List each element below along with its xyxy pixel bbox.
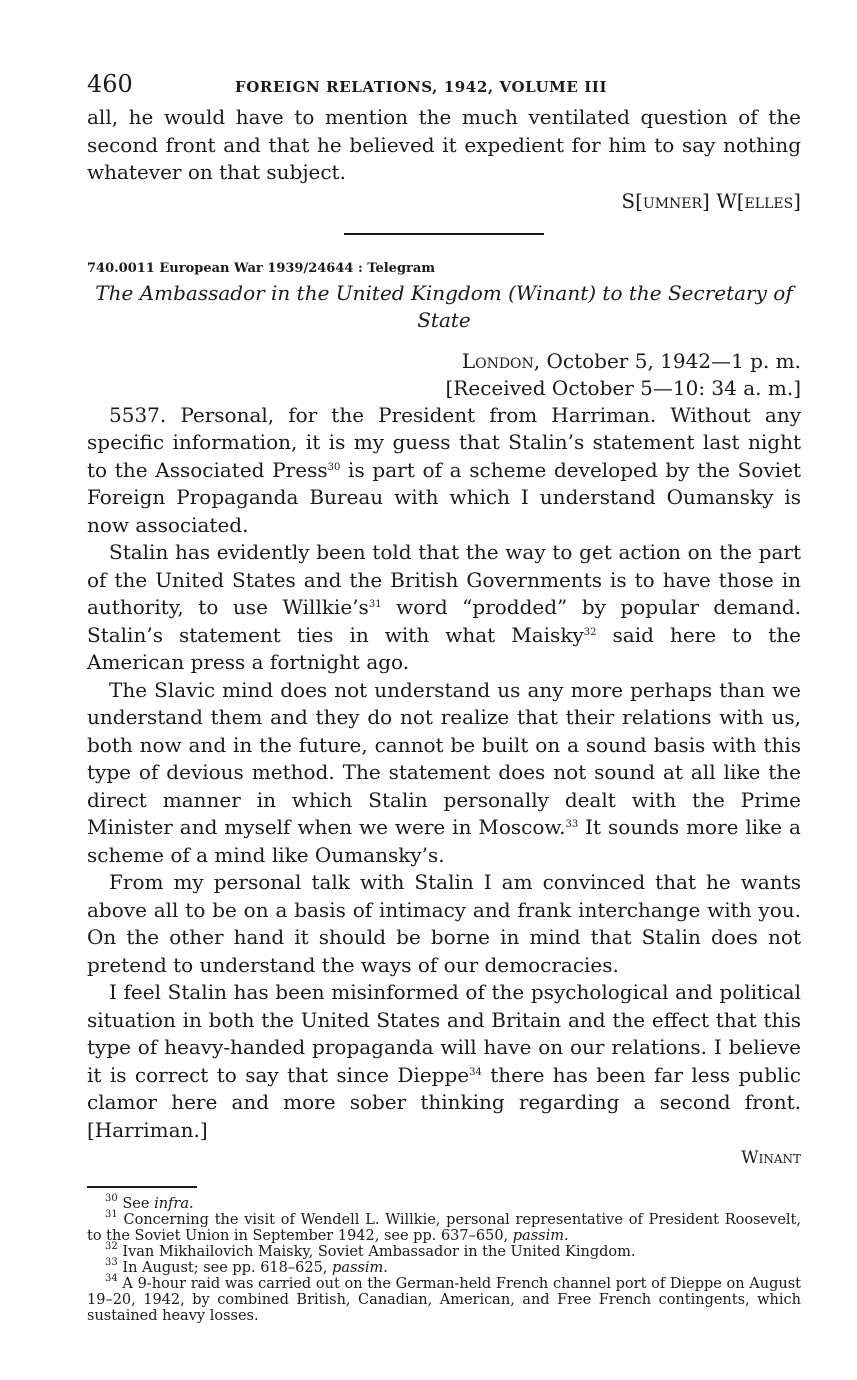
footnote-30 (87, 1192, 801, 1212)
paragraph-5 (87, 979, 801, 1144)
footnote-number: 32 (105, 1240, 118, 1252)
footnotes (87, 1192, 801, 1324)
footnote-ref-32[interactable]: 32 (583, 626, 597, 638)
paragraph-2-text-c: said here to the American press a fortnight ago. (87, 622, 802, 674)
footnote-number: 31 (105, 1208, 118, 1220)
document-page (87, 68, 801, 1324)
footnote-text: See (117, 1195, 155, 1212)
dateline-place: London (461, 348, 534, 373)
received-line: [Received October 5—10: 34 a. m.] (445, 375, 801, 400)
paragraph-1 (87, 402, 801, 540)
paragraph-1-text-a: 5537. Personal, for the President from Harriman. Without any specific information, it is my guess that Stalin’s statement last night to the Associated Press (87, 402, 801, 482)
page-header (87, 68, 801, 104)
footnote-text: Ivan Mikhailovich Maisky, Soviet Ambassador in the United Kingdom. (117, 1243, 636, 1260)
footnote-number: 33 (105, 1256, 118, 1268)
previous-paragraph: all, he would have to mention the much ventilated question of the second front and that he believed it expedient for him to say nothing whatever on that subject. (87, 105, 801, 184)
paragraph-5-text-a: I feel Stalin has been misinformed of the psychological and political situation in both the United States and Britain and the effect that this type of heavy-handed propaganda will have on our relations. I believe it is correct to say that since Dieppe (87, 980, 801, 1087)
dateline (87, 348, 801, 402)
page-number: 460 (87, 70, 133, 98)
footnote-ref-33[interactable]: 33 (565, 819, 579, 830)
footnote-italic: infra. (154, 1195, 194, 1212)
footnote-italic: passim. (332, 1259, 388, 1276)
welles-signature: S[umner] W[elles] (621, 188, 801, 213)
paragraph-2-text-b: word “prodded” by popular demand. Stalin’s statement ties in with what Maisky (87, 595, 801, 647)
paragraph-3-text-a: The Slavic mind does not understand us any more perhaps than we understand them and they do not realize that their relations with us, both now and in the future, cannot be built on a sound basis with this type of devious method. The statement does not sound at all like the direct manner in which Stalin personally dealt with the Prime Minister and myself when we were in Moscow. (87, 677, 801, 839)
telegram-body (87, 402, 801, 1145)
footnote-italic: passim. (512, 1227, 569, 1244)
footnote-32 (87, 1240, 801, 1260)
footnote-number: 30 (105, 1192, 118, 1204)
footnote-text: Concerning the visit of Wendell L. Willkie, personal representative of President Roosevelt, to the Soviet Union in September 1942, see pp. 637–650, (87, 1211, 801, 1244)
document-title: The Ambassador in the United Kingdom (Winant) to the Secretary of State (95, 280, 793, 332)
dateline-date: , October 5, 1942—1 p. m. (533, 348, 801, 373)
paragraph-3-text-b: It sounds more like a scheme of a mind like Oumansky’s. (87, 815, 801, 867)
paragraph-5-text-b: there has been far less public clamor here and more sober thinking regarding a second front. [Harriman.] (87, 1062, 801, 1142)
footnote-divider (87, 1186, 197, 1188)
footnote-ref-34[interactable]: 34 (469, 1066, 482, 1078)
paragraph-2-text-a: Stalin has evidently been told that the way to get action on the part of the United States and the British Governments is to have those in authority, to use Willkie’s (87, 540, 801, 619)
footnote-ref-31[interactable]: 31 (368, 599, 382, 610)
section-divider (344, 233, 544, 235)
paragraph-2 (87, 539, 801, 677)
footnote-text: A 9-hour raid was carried out on the German-held French channel port of Dieppe on August 19–20, 1942, by combined British, Canadian, American, and Free French contingents, which sustained heavy losses. (87, 1275, 801, 1324)
winant-signature: Winant (741, 1148, 801, 1168)
paragraph-3 (87, 677, 801, 870)
footnote-31 (87, 1208, 801, 1244)
paragraph-4: From my personal talk with Stalin I am convinced that he wants above all to be on a basis of intimacy and frank interchange with you. On the other hand it should be borne in mind that Stalin does not pretend to understand the ways of our democracies. (87, 870, 801, 977)
footnote-number: 34 (105, 1272, 118, 1284)
footnote-33 (87, 1256, 801, 1276)
previous-document-tail (87, 104, 801, 187)
footnote-34 (87, 1272, 801, 1324)
file-reference: 740.0011 European War 1939/24644 : Telegram (87, 260, 436, 276)
footnote-text: In August; see pp. 618–625, (117, 1259, 333, 1276)
running-title: FOREIGN RELATIONS, 1942, VOLUME III (235, 78, 608, 96)
footnote-ref-30[interactable]: 30 (327, 461, 341, 473)
paragraph-1-text-b: is part of a scheme developed by the Soviet Foreign Propaganda Bureau with which I understand Oumansky is now associated. (87, 457, 801, 537)
